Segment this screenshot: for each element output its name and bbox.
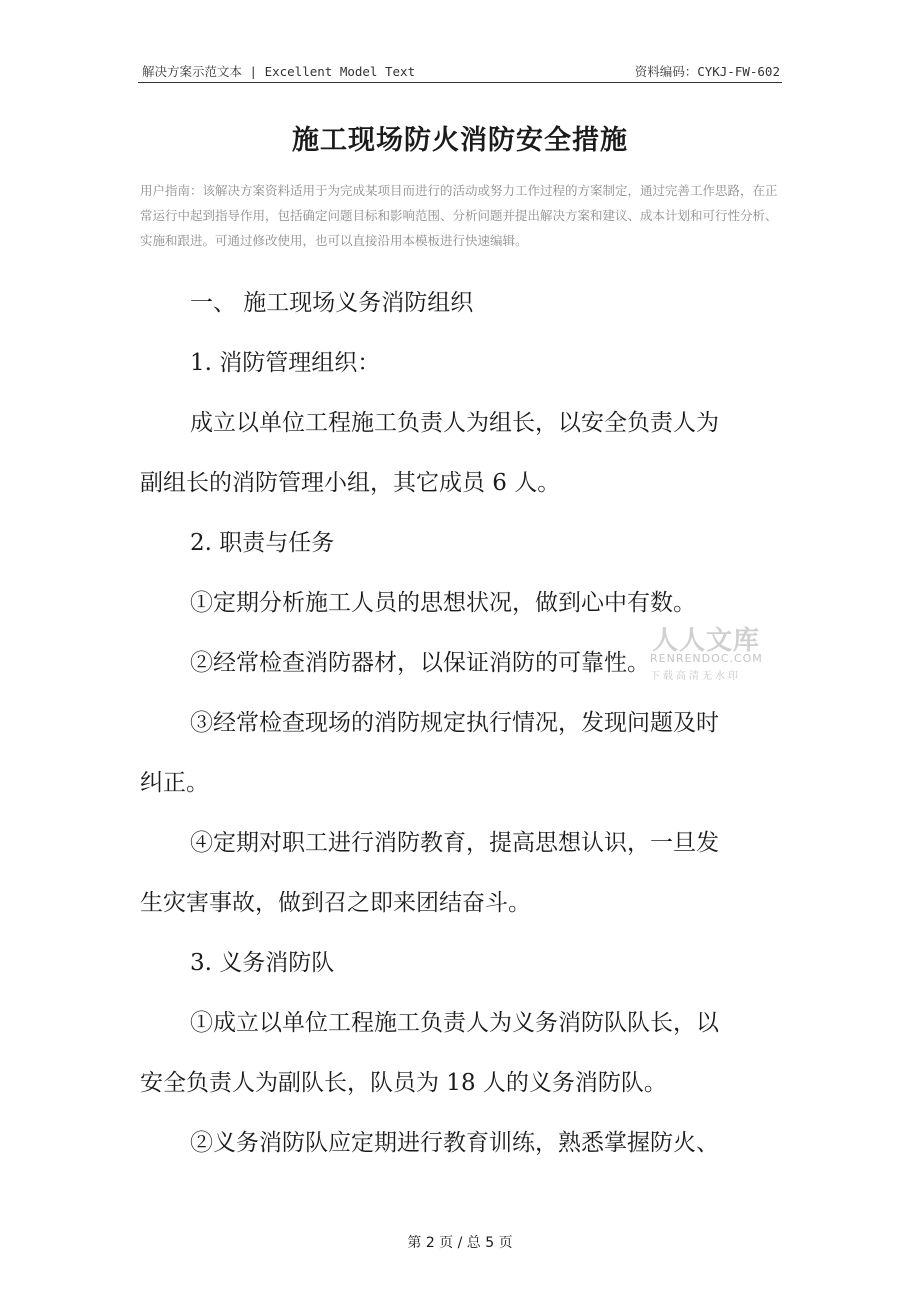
subheading-1: 1. 消防管理组织： bbox=[190, 350, 381, 376]
watermark bbox=[640, 620, 780, 684]
header-doc-type: 解决方案示范文本 | Excellent Model Text bbox=[142, 64, 416, 79]
list-item: ③经常检查现场的消防规定执行情况，发现问题及时 bbox=[190, 710, 719, 736]
subheading-2: 2. 职责与任务 bbox=[190, 530, 335, 556]
page-header bbox=[138, 60, 782, 83]
header-doc-code: 资料编码：CYKJ-FW-602 bbox=[634, 64, 780, 79]
list-item: ①定期分析施工人员的思想状况，做到心中有数。 bbox=[190, 590, 696, 616]
watermark-domain: RENRENDOC.COM bbox=[650, 652, 763, 665]
list-item: ④定期对职工进行消防教育，提高思想认识，一旦发 bbox=[190, 830, 719, 856]
paragraph-line: 生灾害事故，做到召之即来团结奋斗。 bbox=[140, 890, 531, 916]
section-heading-1: 一、 施工现场义务消防组织 bbox=[190, 290, 474, 316]
document-title: 施工现场防火消防安全措施 bbox=[292, 125, 628, 156]
watermark-subtext: 下载高清无水印 bbox=[650, 671, 741, 682]
page-number-footer: 第 2 页 / 总 5 页 bbox=[407, 1235, 513, 1251]
paragraph-line: 安全负责人为副队长，队员为 18 人的义务消防队。 bbox=[140, 1070, 667, 1096]
user-guide-text: 用户指南：该解决方案资料适用于为完成某项目而进行的活动或努力工作过程的方案制定，通过完善工作思路，在正常运行中起到指导作用，包括确定问题目标和影响范围、分析问题并提出解决方案和建议、成本计划和可行性分析、实施和跟进。可通过修改使用，也可以直接沿用本模板进行快速编辑。 bbox=[140, 183, 778, 248]
list-item: ①成立以单位工程施工负责人为义务消防队队长，以 bbox=[190, 1010, 719, 1036]
list-item: ②义务消防队应定期进行教育训练，熟悉掌握防火、 bbox=[190, 1130, 719, 1156]
subheading-3: 3. 义务消防队 bbox=[190, 950, 335, 976]
paragraph-line: 副组长的消防管理小组，其它成员 6 人。 bbox=[140, 470, 561, 496]
paragraph-line: 纠正。 bbox=[140, 770, 209, 796]
paragraph-line: 成立以单位工程施工负责人为组长，以安全负责人为 bbox=[190, 410, 719, 436]
list-item: ②经常检查消防器材，以保证消防的可靠性。 bbox=[190, 650, 650, 676]
watermark-logo-text: 人人文库 bbox=[652, 626, 761, 656]
